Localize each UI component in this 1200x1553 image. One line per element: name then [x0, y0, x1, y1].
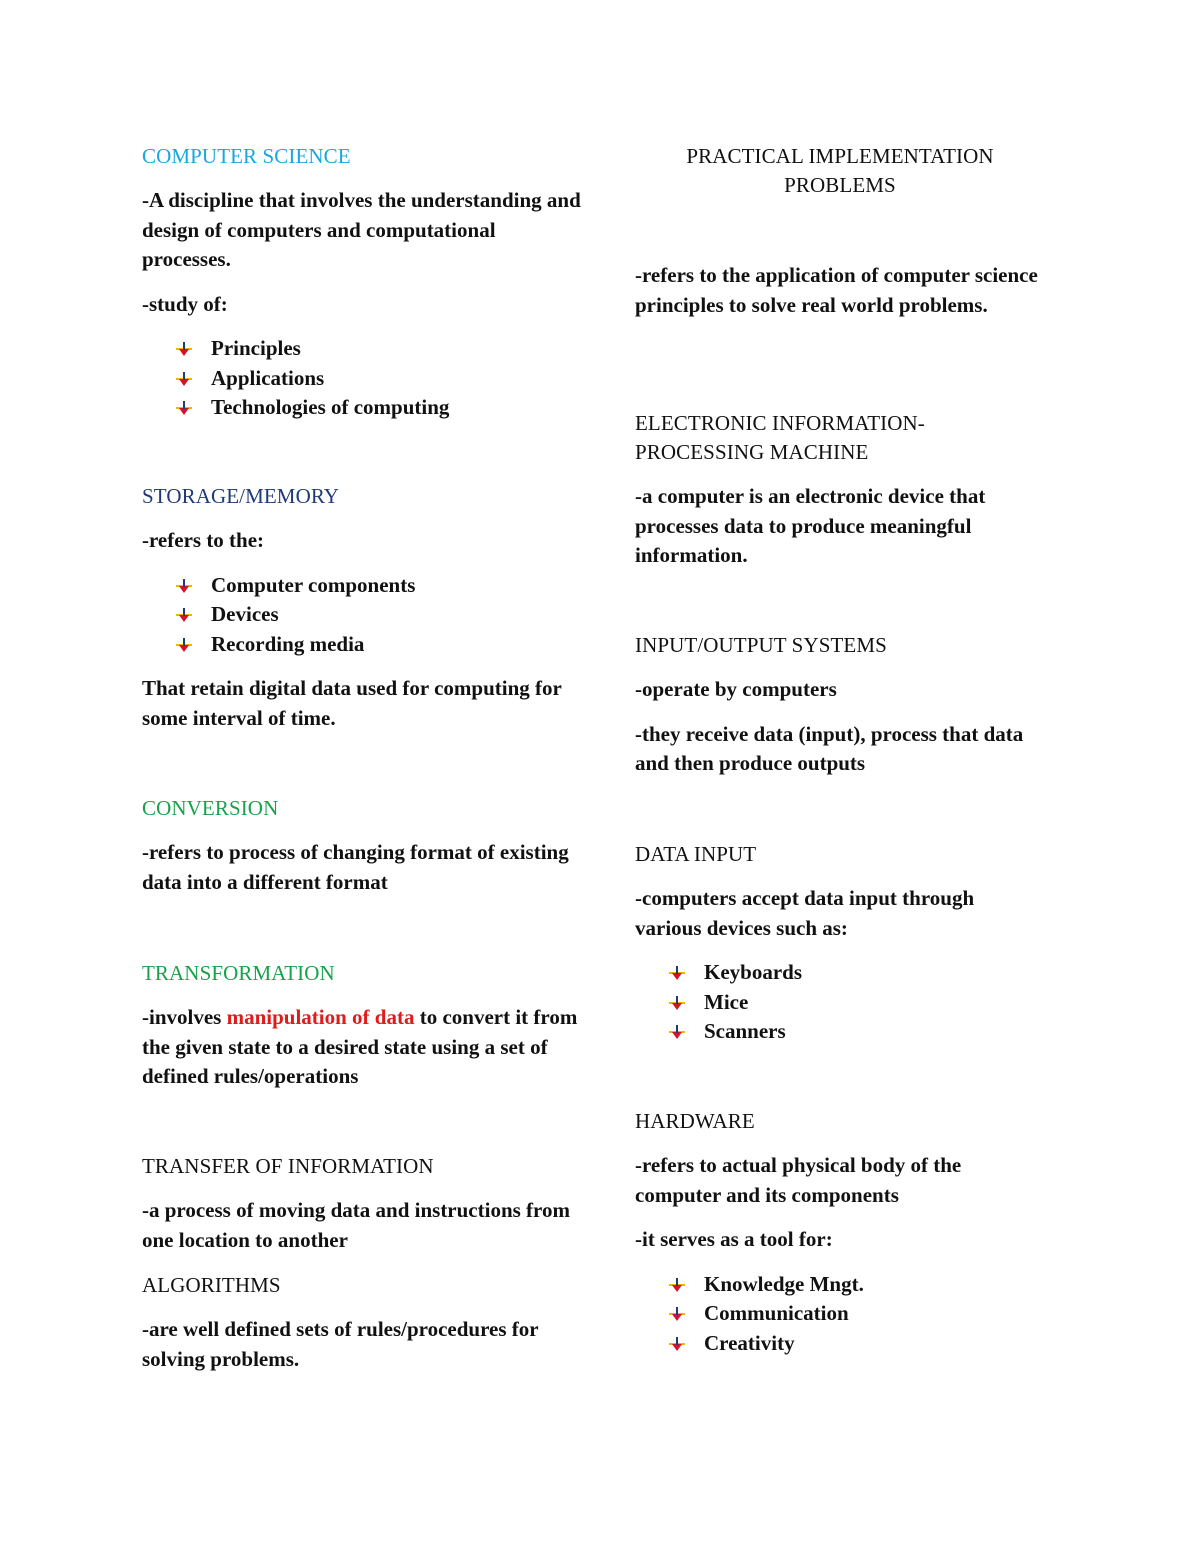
section-data-input: [635, 840, 1045, 1047]
list-item: [669, 1017, 1045, 1047]
section-transfer-of-information: [142, 1152, 582, 1255]
down-arrow-bullet-icon: [669, 1278, 685, 1292]
transformation-text-end: to convert it from the given state to a desired state using a set of defined rules/operations: [142, 1005, 578, 1088]
list-item: [176, 334, 582, 364]
bullet-label: Creativity: [704, 1330, 795, 1355]
heading-transfer-of-information: TRANSFER OF INFORMATION: [142, 1154, 434, 1178]
bullet-label: Scanners: [704, 1019, 786, 1043]
storage-refers: -refers to the:: [142, 528, 265, 552]
list-item: [669, 1329, 1045, 1359]
section-practical-implementation: [635, 142, 1045, 200]
list-item: [176, 393, 582, 423]
transfer-definition: -a process of moving data and instructions from one location to another: [142, 1198, 570, 1252]
heading-computer-science: COMPUTER SCIENCE: [142, 144, 351, 168]
bullet-label: Keyboards: [704, 960, 803, 984]
list-item: [176, 600, 582, 630]
data-input-bullet-list: [635, 958, 1045, 1047]
list-item: [176, 571, 582, 601]
bullet-label: Communication: [704, 1301, 849, 1325]
bullet-label: Computer components: [211, 572, 416, 597]
cs-bullet-list: [142, 334, 582, 423]
list-item: [669, 988, 1045, 1018]
section-transformation: [142, 959, 582, 1092]
heading-line-1: PRACTICAL IMPLEMENTATION: [686, 144, 994, 168]
section-storage-memory: [142, 482, 582, 733]
bullet-label: Technologies of computing: [211, 395, 450, 419]
io-operate: -operate by computers: [635, 677, 837, 701]
heading-storage-memory: STORAGE/MEMORY: [142, 484, 340, 508]
bullet-label: Applications: [211, 365, 325, 390]
cs-study-of: -study of:: [142, 291, 228, 316]
down-arrow-bullet-icon: [669, 1025, 685, 1039]
hardware-definition: -refers to actual physical body of the computer and its components: [635, 1153, 962, 1207]
storage-bullet-list: [142, 571, 582, 660]
hardware-serves: -it serves as a tool for:: [635, 1227, 833, 1251]
cs-definition: -A discipline that involves the understanding and design of computers and computational processes.: [142, 188, 581, 271]
practical-definition-block: [635, 261, 1045, 320]
heading-electronic-machine: ELECTRONIC INFORMATION-PROCESSING MACHINE: [635, 411, 925, 464]
section-computer-science: [142, 142, 582, 423]
down-arrow-bullet-icon: [669, 1337, 685, 1351]
storage-description: That retain digital data used for computing for some interval of time.: [142, 676, 562, 730]
practical-definition: -refers to the application of computer science principles to solve real world problems.: [635, 263, 1038, 317]
down-arrow-bullet-icon: [176, 401, 192, 415]
down-arrow-bullet-icon: [669, 996, 685, 1010]
transformation-definition: [142, 1003, 582, 1092]
heading-transformation: TRANSFORMATION: [142, 961, 335, 985]
bullet-label: Mice: [704, 989, 749, 1014]
down-arrow-bullet-icon: [669, 1307, 685, 1321]
down-arrow-bullet-icon: [176, 638, 192, 652]
down-arrow-bullet-icon: [176, 608, 192, 622]
down-arrow-bullet-icon: [176, 372, 192, 386]
section-electronic-machine: [635, 409, 1045, 571]
section-algorithms: [142, 1271, 582, 1374]
electronic-definition: -a computer is an electronic device that processes data to produce meaningful information.: [635, 484, 986, 567]
conversion-definition: -refers to process of changing format of existing data into a different format: [142, 840, 569, 894]
heading-practical-implementation: [635, 142, 1045, 200]
transformation-highlight: manipulation of data: [226, 1005, 415, 1029]
section-hardware: [635, 1107, 1045, 1358]
hardware-bullet-list: [635, 1270, 1045, 1359]
transformation-text-start: -involves: [142, 1005, 227, 1029]
list-item: [669, 958, 1045, 988]
bullet-label: Recording media: [211, 631, 365, 656]
bullet-label: Devices: [211, 602, 279, 626]
down-arrow-bullet-icon: [669, 966, 685, 980]
section-conversion: [142, 794, 582, 897]
heading-algorithms: ALGORITHMS: [142, 1273, 281, 1297]
section-input-output: [635, 631, 1045, 779]
bullet-label: Principles: [211, 336, 301, 360]
io-receive: -they receive data (input), process that data and then produce outputs: [635, 721, 1024, 775]
data-input-definition: -computers accept data input through various devices such as:: [635, 886, 975, 940]
bullet-label: Knowledge Mngt.: [704, 1271, 864, 1296]
heading-data-input: DATA INPUT: [635, 842, 757, 866]
list-item: [176, 364, 582, 394]
list-item: [176, 630, 582, 660]
heading-line-2: PROBLEMS: [784, 173, 896, 197]
down-arrow-bullet-icon: [176, 342, 192, 356]
algorithms-definition: -are well defined sets of rules/procedures for solving problems.: [142, 1317, 539, 1371]
down-arrow-bullet-icon: [176, 579, 192, 593]
heading-conversion: CONVERSION: [142, 796, 279, 820]
list-item: [669, 1299, 1045, 1329]
list-item: [669, 1270, 1045, 1300]
heading-hardware: HARDWARE: [635, 1109, 755, 1133]
heading-input-output: INPUT/OUTPUT SYSTEMS: [635, 633, 887, 657]
